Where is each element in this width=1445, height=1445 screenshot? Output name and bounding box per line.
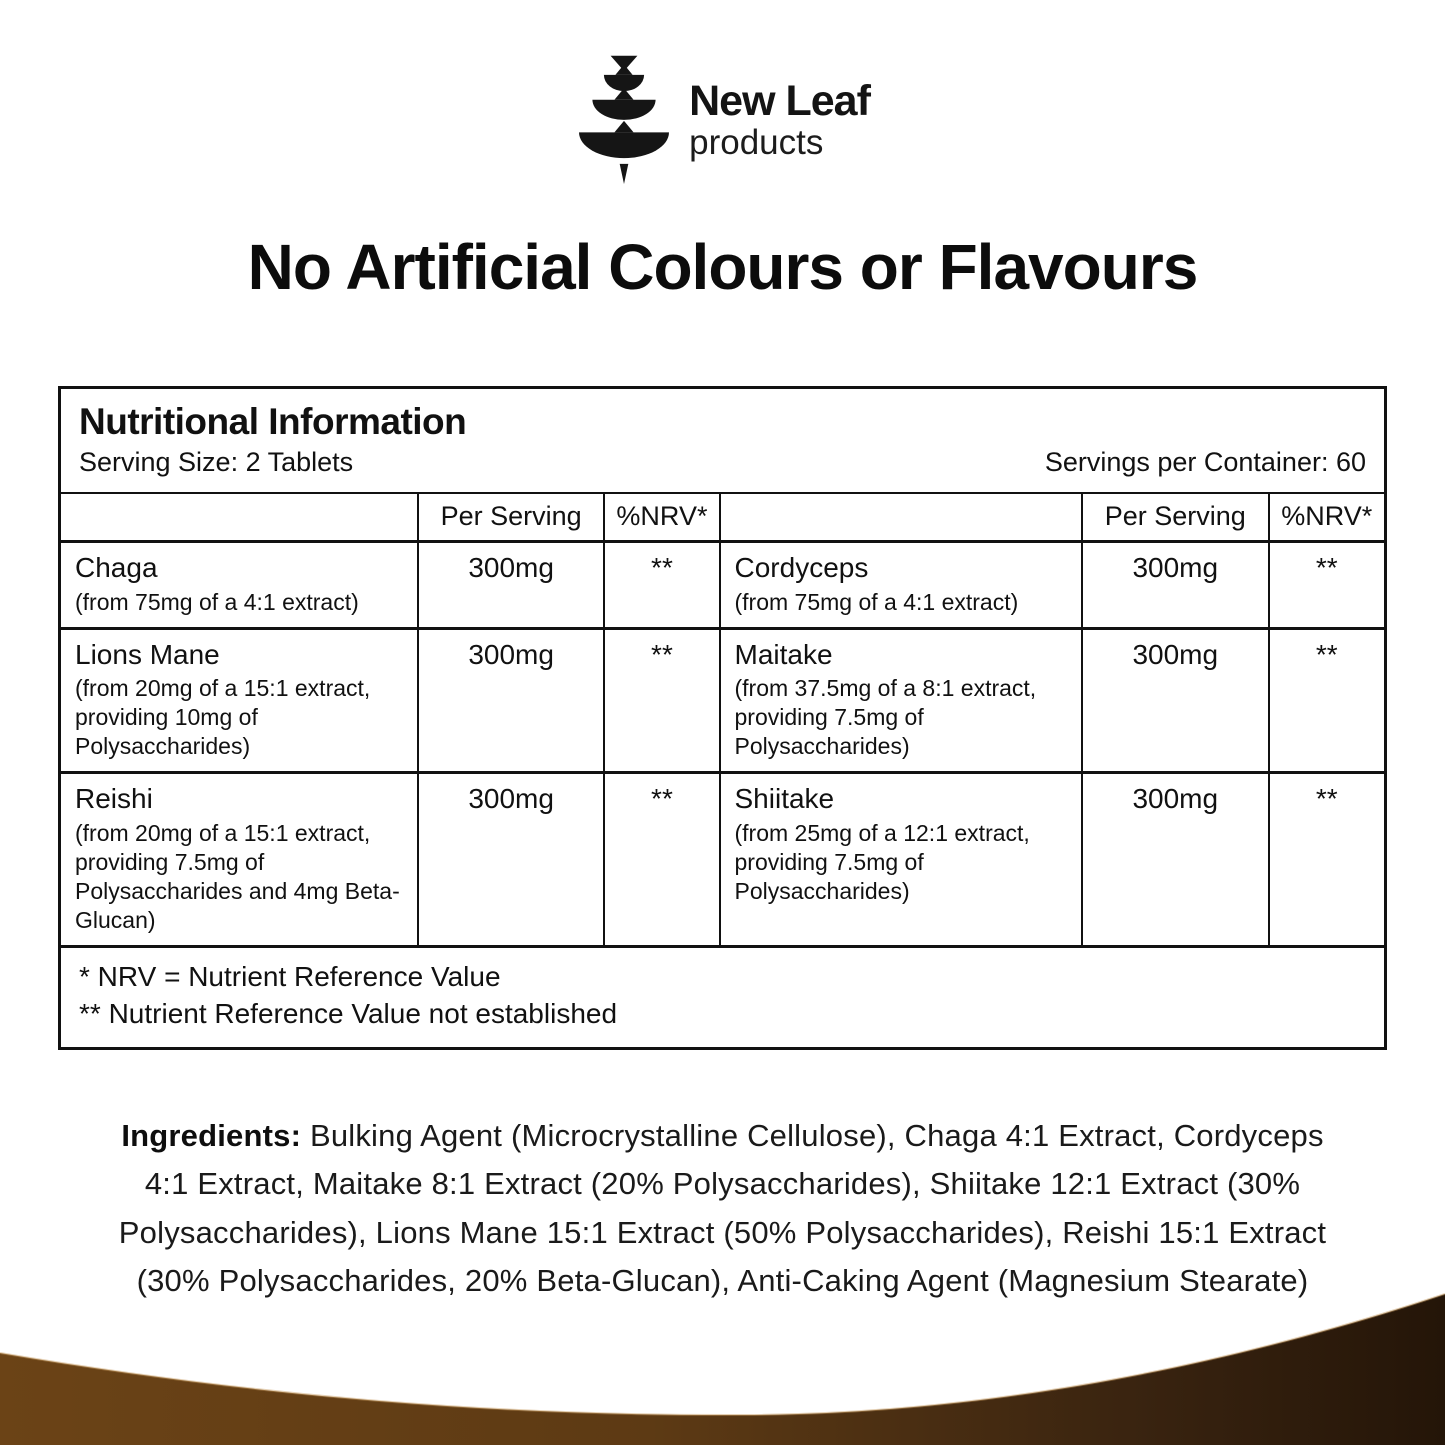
nutrient-detail: (from 75mg of a 4:1 extract): [734, 588, 1019, 615]
page-title: No Artificial Colours or Flavours: [247, 231, 1198, 303]
nutrition-panel: [58, 386, 1387, 1050]
col-header-nrv-left: %NRV*: [603, 494, 718, 540]
nutrient-cell-chaga: [61, 540, 417, 627]
nutrition-table: [61, 492, 1384, 945]
nrv-value: **: [603, 540, 718, 627]
nutrient-name: Lions Mane: [75, 638, 220, 670]
footnote-nrv: * NRV = Nutrient Reference Value: [79, 960, 501, 992]
nutrient-name: Maitake: [734, 638, 833, 670]
nutrient-cell-lions-mane: [61, 627, 417, 772]
nrv-value: **: [603, 771, 718, 944]
nutrient-detail: (from 25mg of a 12:1 extract, providing 7.5mg of Polysaccharides): [734, 819, 1030, 904]
brand-wordmark: [689, 77, 870, 162]
per-serving-value: 300mg: [417, 771, 604, 944]
col-header-empty-left: [61, 494, 417, 540]
nrv-value: **: [1268, 540, 1384, 627]
col-header-empty-right: [719, 494, 1082, 540]
per-serving-value: 300mg: [417, 627, 604, 772]
brand-subname: products: [689, 123, 824, 162]
nutrient-detail: (from 20mg of a 15:1 extract, providing 7.5mg of Polysaccharides and 4mg Beta-Glucan): [75, 819, 400, 933]
serving-size: Serving Size: 2 Tablets: [79, 447, 354, 477]
nrv-value: **: [1268, 771, 1384, 944]
per-serving-value: 300mg: [1081, 771, 1268, 944]
tree-logo-icon: [575, 50, 673, 184]
servings-per-container: Servings per Container: 60: [1044, 447, 1366, 477]
ingredients-label: Ingredients:: [121, 1118, 302, 1154]
nutrient-detail: (from 20mg of a 15:1 extract, providing 10mg of Polysaccharides): [75, 675, 371, 760]
nutrient-name: Chaga: [75, 552, 158, 583]
nutrient-name: Cordyceps: [734, 552, 869, 583]
table-footnotes: [61, 945, 1384, 1048]
bottom-wave-decoration: [0, 1285, 1445, 1445]
ingredients-paragraph: [113, 1112, 1333, 1305]
col-header-per-serving-left: Per Serving: [417, 494, 604, 540]
per-serving-value: 300mg: [1081, 627, 1268, 772]
nrv-value: **: [603, 627, 718, 772]
per-serving-value: 300mg: [1081, 540, 1268, 627]
nutrient-detail: (from 75mg of a 4:1 extract): [75, 588, 359, 615]
brand-logo: [0, 0, 1445, 184]
ingredients-text: Bulking Agent (Microcrystalline Cellulose), Chaga 4:1 Extract, Cordyceps 4:1 Extract, Maitake 8:1 Extract (20% Polysaccharides), Shiitake 12:1 Extract (30% Polysaccharides), Lions Mane 15:1 Extract (50% Polysaccharides), Reishi 15:1 Extract (30% Polysaccharides, 20% Beta-Glucan), Anti-Caking Agent (Magnesium Stearate): [118, 1118, 1327, 1299]
brand-name: New Leaf: [689, 77, 870, 125]
nutrient-cell-maitake: [719, 627, 1082, 772]
col-header-per-serving-right: Per Serving: [1081, 494, 1268, 540]
footnote-not-established: ** Nutrient Reference Value not established: [79, 998, 618, 1030]
nutrient-detail: (from 37.5mg of a 8:1 extract, providing 7.5mg of Polysaccharides): [734, 675, 1037, 760]
nutrition-title: Nutritional Information: [79, 401, 467, 442]
nutrient-cell-reishi: [61, 771, 417, 944]
per-serving-value: 300mg: [417, 540, 604, 627]
nutrient-name: Shiitake: [734, 783, 835, 815]
nutrient-name: Reishi: [75, 783, 153, 815]
col-header-nrv-right: %NRV*: [1268, 494, 1384, 540]
nutrient-cell-cordyceps: [719, 540, 1082, 627]
serving-info-row: [79, 447, 1366, 484]
nrv-value: **: [1268, 627, 1384, 772]
nutrient-cell-shiitake: [719, 771, 1082, 944]
nutrition-panel-header: [61, 389, 1384, 492]
